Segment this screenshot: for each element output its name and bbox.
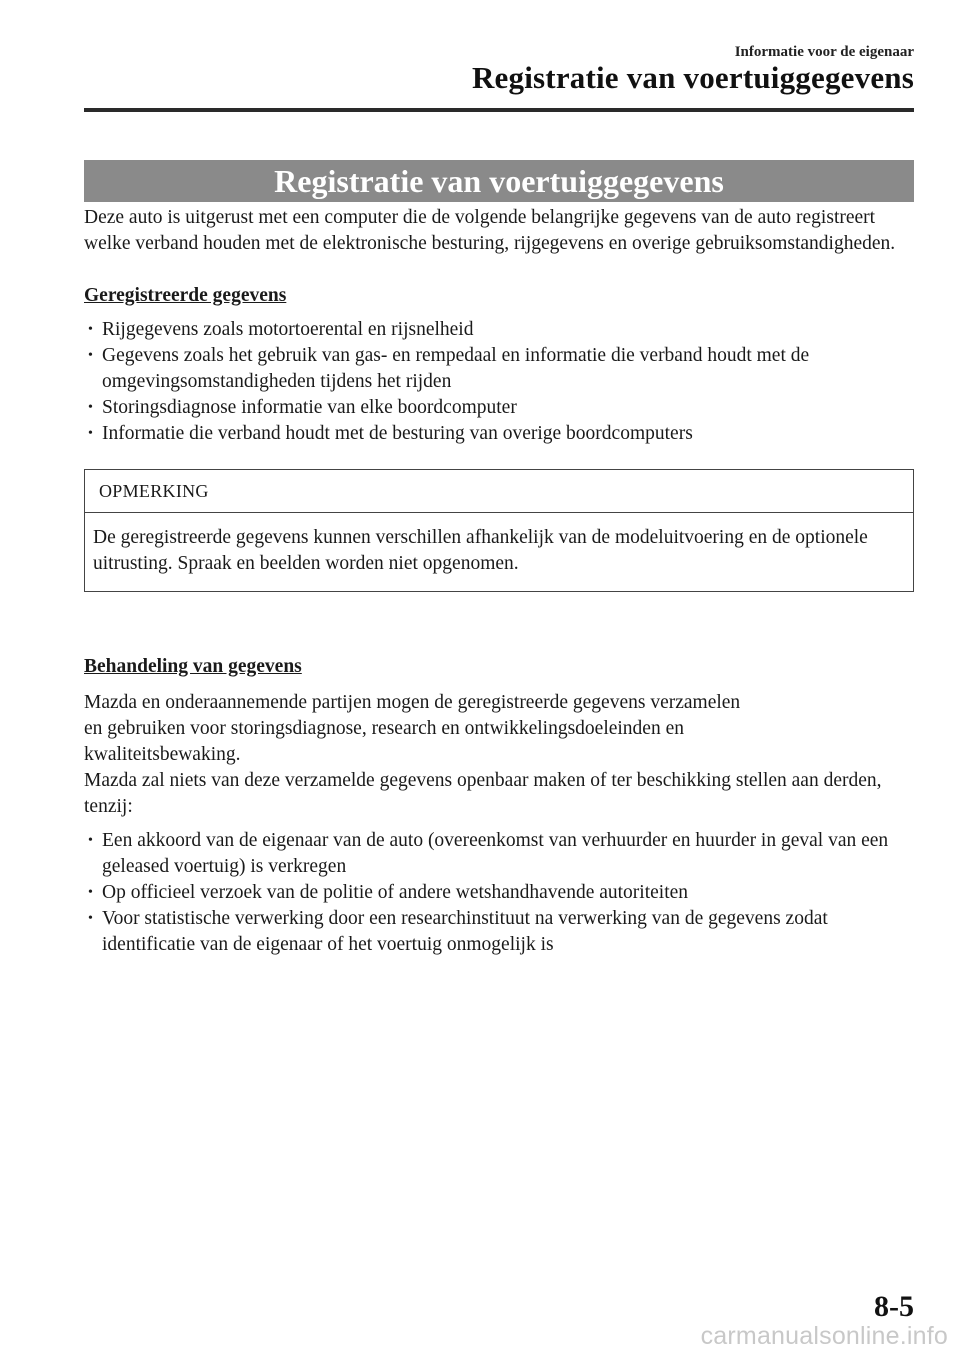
intro-paragraph: Deze auto is uitgerust met een computer die de volgende belangrijke gegevens van de auto registreert welke verband houden met de elektronische besturing, rijgegevens en overige gebruiksomstandigheden. xyxy=(84,207,896,254)
list-item: • Voor statistische verwerking door een researchinstituut na verwerking van de gegevens zodat identificatie van de eigenaar of het voertuig onmogelijk is xyxy=(88,906,914,958)
note-box xyxy=(84,469,914,592)
chapter-title: Informatie voor de eigenaar xyxy=(734,44,914,60)
watermark: carmanualsonline.info xyxy=(700,1322,948,1350)
handling-line: en gebruiken voor storingsdiagnose, research en ontwikkelingsdoeleinden en xyxy=(84,718,684,739)
handling-paragraph-1 xyxy=(84,690,914,768)
list-item: • Een akkoord van de eigenaar van de auto (overeenkomst van verhuurder en huurder in geval van een geleased voertuig) is verkregen xyxy=(88,828,914,880)
recorded-data-heading: Geregistreerde gegevens xyxy=(84,285,287,306)
handling-line: Mazda en onderaannemende partijen mogen de geregistreerde gegevens verzamelen xyxy=(84,692,741,713)
data-handling-heading: Behandeling van gegevens xyxy=(84,656,302,677)
handling-paragraph-2: Mazda zal niets van deze verzamelde gegevens openbaar maken of ter beschikking stellen aan derden, tenzij: xyxy=(84,770,882,817)
handling-line: kwaliteitsbewaking. xyxy=(84,744,241,765)
page-title: Registratie van voertuiggegevens xyxy=(471,60,914,95)
list-item: • Rijgegevens zoals motortoerental en rijsnelheid xyxy=(88,317,914,343)
list-item: • Storingsdiagnose informatie van elke boordcomputer xyxy=(88,395,914,421)
recorded-data-list xyxy=(84,317,914,447)
list-item: • Op officieel verzoek van de politie of andere wetshandhavende autoriteiten xyxy=(88,880,914,906)
list-item: • Informatie die verband houdt met de besturing van overige boordcomputers xyxy=(88,421,914,447)
handling-conditions-list xyxy=(84,828,914,958)
note-body: De geregistreerde gegevens kunnen verschillen afhankelijk van de modeluitvoering en de optionele uitrusting. Spraak en beelden worden niet opgenomen. xyxy=(93,527,868,574)
note-title: OPMERKING xyxy=(85,470,913,513)
page-number: 8-5 xyxy=(874,1290,914,1323)
list-item: • Gegevens zoals het gebruik van gas- en rempedaal en informatie die verband houdt met de omgevingsomstandigheden tijdens het rijden xyxy=(88,343,914,395)
section-banner-title: Registratie van voertuiggegevens xyxy=(84,160,914,202)
header-divider xyxy=(84,108,914,112)
page-content xyxy=(84,205,914,958)
